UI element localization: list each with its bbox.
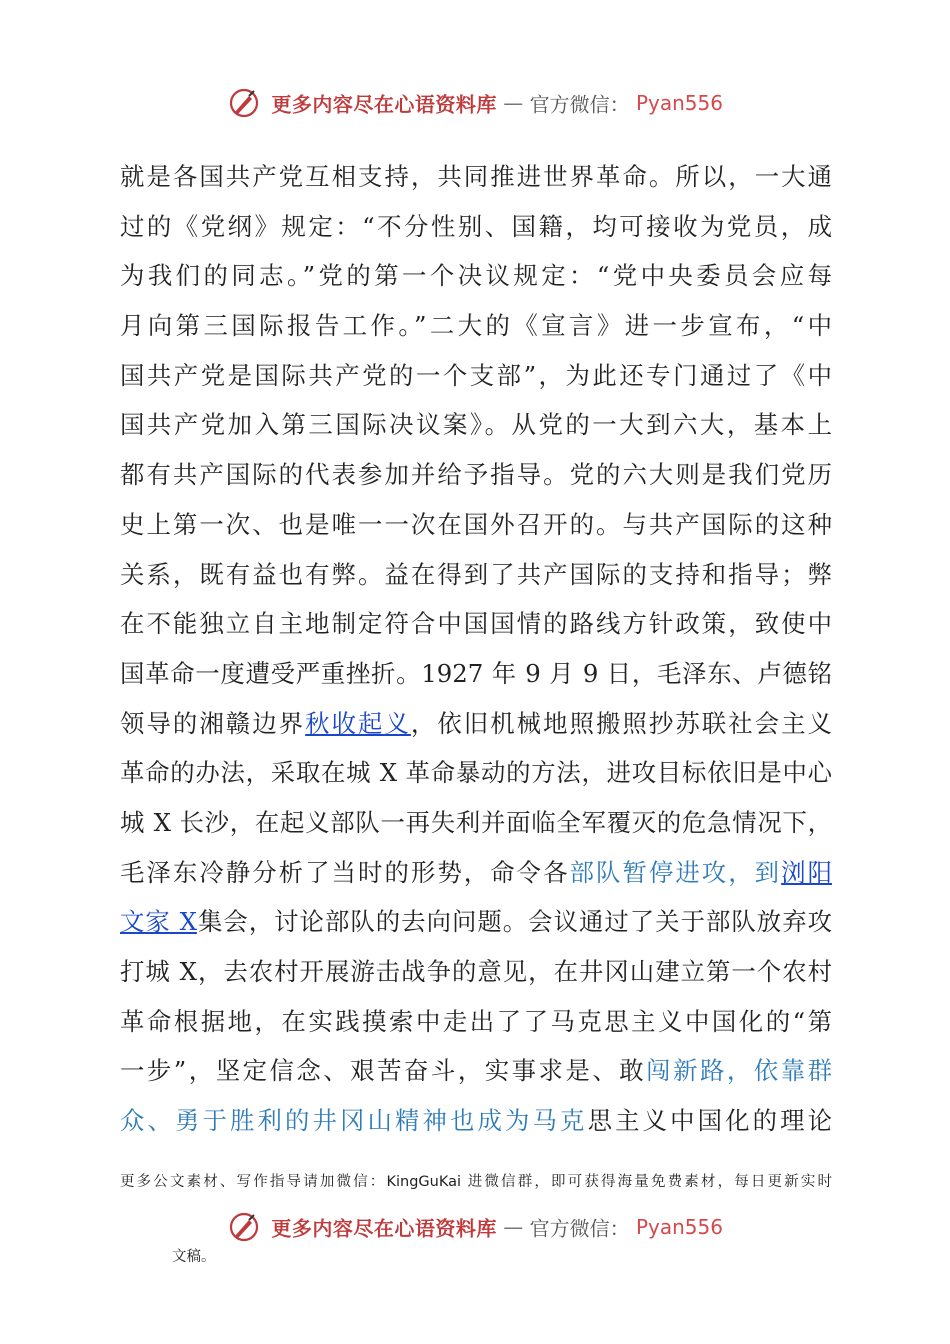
text-line [120, 997, 832, 1047]
text-segment: 一步”，坚定信念、艰苦奋斗，实事求是、敢 [120, 1056, 647, 1086]
text-segment: 在不能独立自主地制定符合中国国情的路线方针政策，致使中 [120, 609, 832, 639]
text-segment: 月向第三国际报告工作。”二大的《宣言》进一步宣布，“中 [120, 311, 832, 341]
text-line [120, 649, 832, 699]
text-segment: 国共产党加入第三国际决议案》。从党的一大到六大，基本上 [120, 410, 832, 440]
text-segment: 就是各国共产党互相支持，共同推进世界革命。所以，一大通 [120, 162, 832, 191]
highlighted-text: 部队暂停进攻，到 [569, 857, 782, 887]
footer-watermark [0, 1210, 950, 1244]
text-segment: 关系，既有益也有弊。益在得到了共产国际的支持和指导；弊 [120, 559, 832, 589]
highlighted-text: 众、勇于胜利的井冈山精神也成为马克 [120, 1106, 588, 1136]
pen-logo-icon [227, 86, 261, 120]
highlighted-text: 闯新路，依靠群 [646, 1056, 832, 1086]
text-line [120, 550, 832, 600]
text-line [120, 202, 832, 252]
watermark-text: 更多内容尽在心语资料库 [271, 92, 497, 117]
text-line [120, 897, 832, 947]
text-line [120, 450, 832, 500]
text-line [120, 748, 832, 798]
watermark-dash: — [503, 1215, 524, 1239]
text-segment: 为我们的同志。”党的第一个决议规定：“党中央委员会应每 [120, 261, 832, 291]
text-line [120, 301, 832, 351]
text-line [120, 848, 832, 898]
text-segment: 过的《党纲》规定：“不分性别、国籍，均可接收为党员，成 [120, 211, 832, 241]
text-line [120, 699, 832, 749]
text-line [120, 947, 832, 997]
text-line [120, 1046, 832, 1096]
text-line [120, 152, 832, 202]
text-segment: 革命的办法，采取在城 X 革命暴动的方法，进攻目标依旧是中心 [120, 758, 832, 788]
text-segment: 领导的湘赣边界 [120, 708, 306, 738]
hyperlink[interactable]: 秋收起义 [305, 708, 411, 738]
footer-note-continued: 文稿。 [172, 1249, 216, 1265]
pen-logo-icon [227, 1210, 261, 1244]
text-segment: 国共产党是国际共产党的一个支部”，为此还专门通过了《中 [120, 360, 832, 390]
text-segment: 集会，讨论部队的去向问题。会议通过了关于部队放弃攻 [196, 907, 832, 937]
footer-note: 更多公文素材、写作指导请加微信：KingGuKai 进微信群，即可获得海量免费素材，每日更新实时 [120, 1174, 832, 1190]
text-segment: ，依旧机械地照搬照抄苏联社会主义 [410, 708, 832, 738]
hyperlink[interactable]: 浏阳 [781, 857, 832, 887]
text-line [120, 351, 832, 401]
header-watermark [0, 86, 950, 120]
text-segment: 思主义中国化的理论 [587, 1106, 832, 1136]
text-segment: 打城 X，去农村开展游击战争的意见，在井冈山建立第一个农村 [120, 957, 832, 986]
document-body [120, 152, 832, 1146]
text-line [120, 251, 832, 301]
text-line [120, 599, 832, 649]
text-segment: 城 X 长沙，在起义部队一再失利并面临全军覆灭的危急情况下， [120, 807, 832, 837]
text-line [120, 500, 832, 550]
text-segment: 都有共产国际的代表参加并给予指导。党的六大则是我们党历 [120, 460, 832, 490]
text-segment: 国革命一度遭受严重挫折。1927 年 9 月 9 日，毛泽东、卢德铭 [120, 658, 832, 688]
watermark-wechat-label: 官方微信： [529, 1216, 630, 1241]
watermark-wechat-label: 官方微信： [529, 92, 630, 117]
text-line [120, 798, 832, 848]
text-segment: 毛泽东冷静分析了当时的形势，命令各 [120, 857, 570, 887]
watermark-dash: — [503, 91, 524, 115]
text-line [120, 400, 832, 450]
watermark-text: 更多内容尽在心语资料库 [271, 1216, 497, 1241]
watermark-wechat-id: Pyan556 [635, 91, 723, 115]
text-segment: 史上第一次、也是唯一一次在国外召开的。与共产国际的这种 [120, 509, 832, 539]
hyperlink[interactable]: 文家 X [120, 907, 197, 937]
watermark-wechat-id: Pyan556 [635, 1215, 723, 1239]
text-line [120, 1096, 832, 1146]
text-segment: 革命根据地，在实践摸索中走出了了马克思主义中国化的“第 [120, 1006, 832, 1036]
